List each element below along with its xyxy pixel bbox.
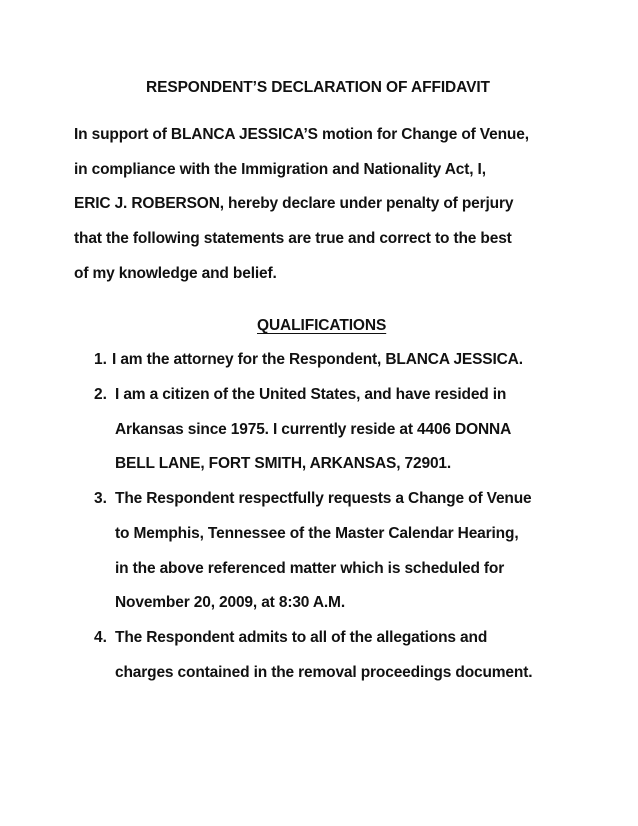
intro-line: In support of BLANCA JESSICA’S motion for Change of Venue, — [74, 126, 529, 143]
list-item-text: charges contained in the removal proceedings document. — [115, 664, 533, 681]
list-item-number: 2. — [94, 386, 107, 403]
intro-line: in compliance with the Immigration and Nationality Act, I, — [74, 161, 486, 178]
list-item-text: to Memphis, Tennessee of the Master Calendar Hearing, — [115, 525, 519, 542]
intro-line: of my knowledge and belief. — [74, 265, 277, 282]
list-item-number: 4. — [94, 629, 107, 646]
list-item-number: 3. — [94, 490, 107, 507]
intro-line: ERIC J. ROBERSON, hereby declare under penalty of perjury — [74, 195, 514, 212]
list-item-text: I am a citizen of the United States, and have resided in — [115, 386, 507, 403]
list-item-text: The Respondent admits to all of the allegations and — [115, 629, 488, 646]
list-item-text: November 20, 2009, at 8:30 A.M. — [115, 594, 345, 611]
list-item-number: 1. — [94, 351, 107, 368]
list-item-text: Arkansas since 1975. I currently reside at 4406 DONNA — [115, 421, 512, 438]
intro-line: that the following statements are true and correct to the best — [74, 230, 512, 247]
section-heading-qualifications: QUALIFICATIONS — [257, 317, 387, 334]
list-item-text: The Respondent respectfully requests a Change of Venue — [115, 490, 532, 507]
list-item-text: BELL LANE, FORT SMITH, ARKANSAS, 72901. — [115, 455, 452, 472]
list-item-text: I am the attorney for the Respondent, BLANCA JESSICA. — [112, 351, 523, 368]
list-item-text: in the above referenced matter which is scheduled for — [115, 560, 505, 577]
document-title: RESPONDENT’S DECLARATION OF AFFIDAVIT — [146, 79, 490, 96]
